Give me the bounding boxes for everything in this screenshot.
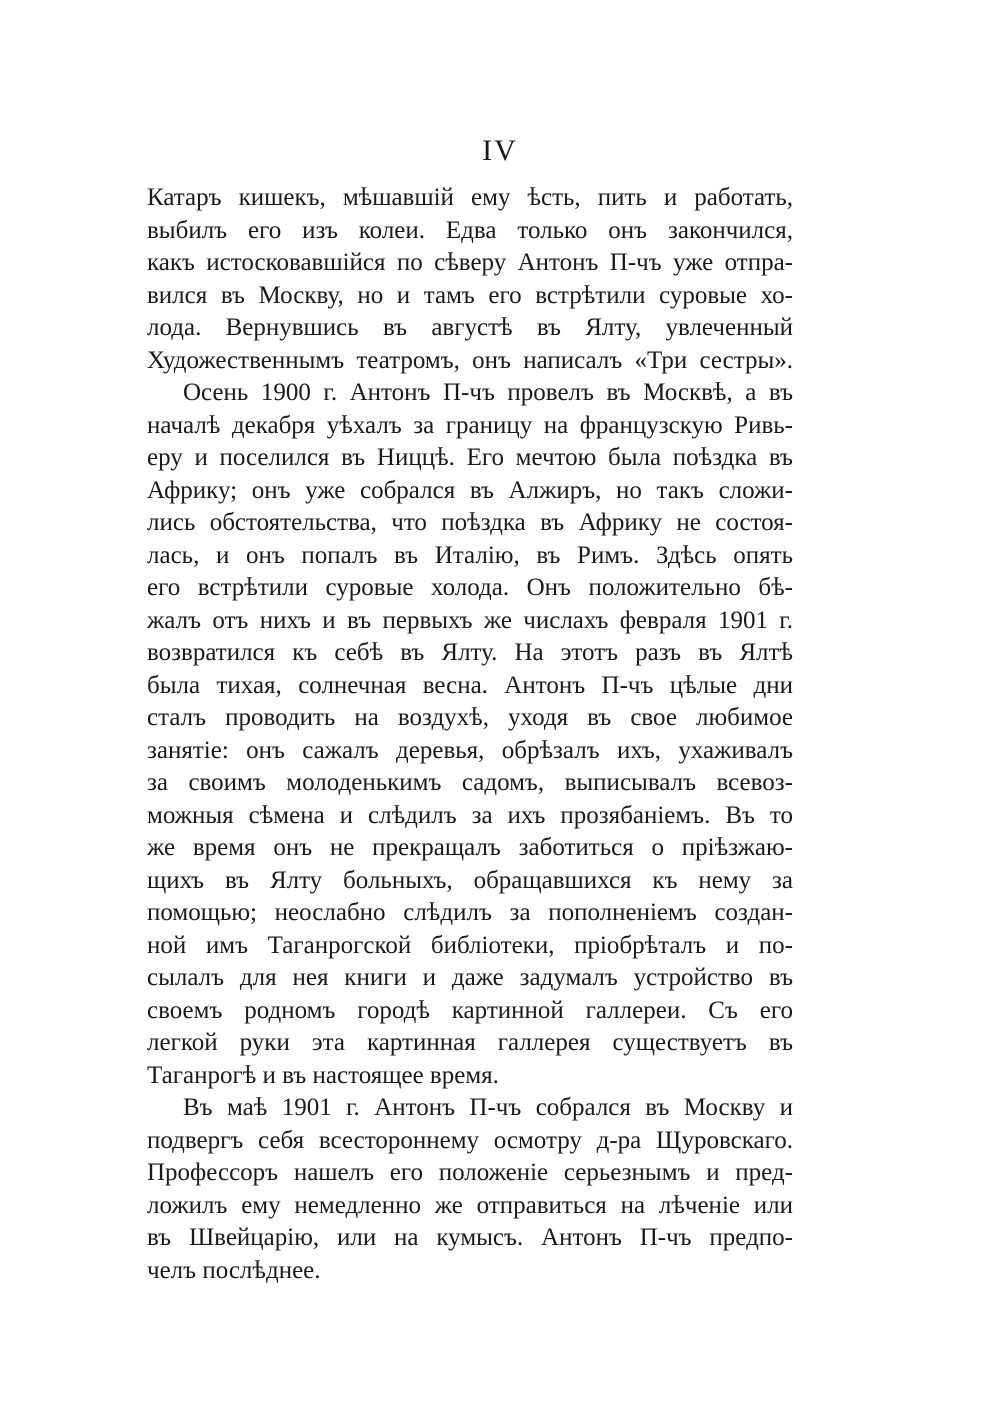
text-line: его встрѣтили суровые холода. Онъ положительно бѣ- <box>147 574 793 601</box>
text-line: лода. Вернувшись въ августѣ въ Ялту, увлеченный <box>147 314 793 341</box>
text-line: Таганрогѣ и въ настоящее время. <box>147 1061 499 1089</box>
text-line: Профессоръ нашелъ его положеніе серьезнымъ и пред- <box>147 1159 793 1186</box>
text-line: Осень 1900 г. Антонъ П-чъ провелъ въ Москвѣ, а въ <box>183 379 793 406</box>
text-line: своемъ родномъ городѣ картинной галлереи. Съ его <box>147 996 793 1024</box>
text-line: подвергъ себя всестороннему осмотру д-ра Щуровскаго. <box>147 1126 793 1154</box>
text-line: возвратился къ себѣ въ Ялту. На этотъ разъ въ Ялтѣ <box>147 639 793 666</box>
text-line: Въ маѣ 1901 г. Антонъ П-чъ собрался въ Москву и <box>183 1094 793 1121</box>
text-line: ложилъ ему немедленно же отправиться на лѣченіе или <box>147 1191 793 1219</box>
text-line: Художественнымъ театромъ, онъ написалъ «Три сестры». <box>147 346 793 374</box>
text-line: началѣ декабря уѣхалъ за границу на французскую Ривь- <box>147 411 793 439</box>
text-line: жалъ отъ нихъ и въ первыхъ же числахъ февраля 1901 г. <box>147 606 793 634</box>
text-line: вился въ Москву, но и тамъ его встрѣтили суровые хо- <box>147 281 793 309</box>
text-line: же время онъ не прекращалъ заботиться о пріѣзжаю- <box>147 834 793 861</box>
text-line: была тихая, солнечная весна. Антонъ П-чъ цѣлые дни <box>147 671 793 699</box>
text-line: ной имъ Таганрогской библіотеки, пріобрѣталъ и по- <box>147 931 793 959</box>
text-line: за своимъ молоденькимъ садомъ, выписывалъ всевоз- <box>147 769 793 796</box>
text-line: занятіе: онъ сажалъ деревья, обрѣзалъ ихъ, ухаживалъ <box>147 736 793 764</box>
text-line: еру и поселился въ Ниццѣ. Его мечтою была поѣздка въ <box>147 444 793 471</box>
text-line: какъ истосковавшійся по сѣверу Антонъ П-чъ уже отпра- <box>147 249 793 276</box>
text-line: выбилъ его изъ колеи. Едва только онъ закончился, <box>147 216 793 244</box>
paragraph <box>147 1092 793 1287</box>
text-line: легкой руки эта картинная галлерея существуетъ въ <box>147 1029 793 1056</box>
text-line: Катаръ кишекъ, мѣшавшій ему ѣсть, пить и работать, <box>147 184 793 211</box>
text-line: помощью; неослабно слѣдилъ за пополненіемъ создан- <box>147 899 793 926</box>
text-line: лась, и онъ попалъ въ Италію, въ Римъ. Здѣсь опять <box>147 541 793 569</box>
text-line: въ Швейцарію, или на кумысъ. Антонъ П-чъ предпо- <box>147 1224 793 1251</box>
paragraph <box>147 377 793 1092</box>
text-line: сылалъ для нея книги и даже задумалъ устройство въ <box>147 964 793 991</box>
paragraph <box>147 182 793 377</box>
text-line: сталъ проводить на воздухѣ, уходя въ свое любимое <box>147 704 793 731</box>
page-number: IV <box>482 134 518 167</box>
text-line: Африку; онъ уже собрался въ Алжиръ, но такъ сложи- <box>147 476 793 504</box>
text-line: челъ послѣднее. <box>147 1256 321 1284</box>
text-line: можныя сѣмена и слѣдилъ за ихъ прозябаніемъ. Въ то <box>147 801 793 829</box>
text-line: щихъ въ Ялту больныхъ, обращавшихся къ нему за <box>147 866 793 894</box>
text-line: лись обстоятельства, что поѣздка въ Африку не состоя- <box>147 509 793 536</box>
body-text <box>147 182 793 1287</box>
